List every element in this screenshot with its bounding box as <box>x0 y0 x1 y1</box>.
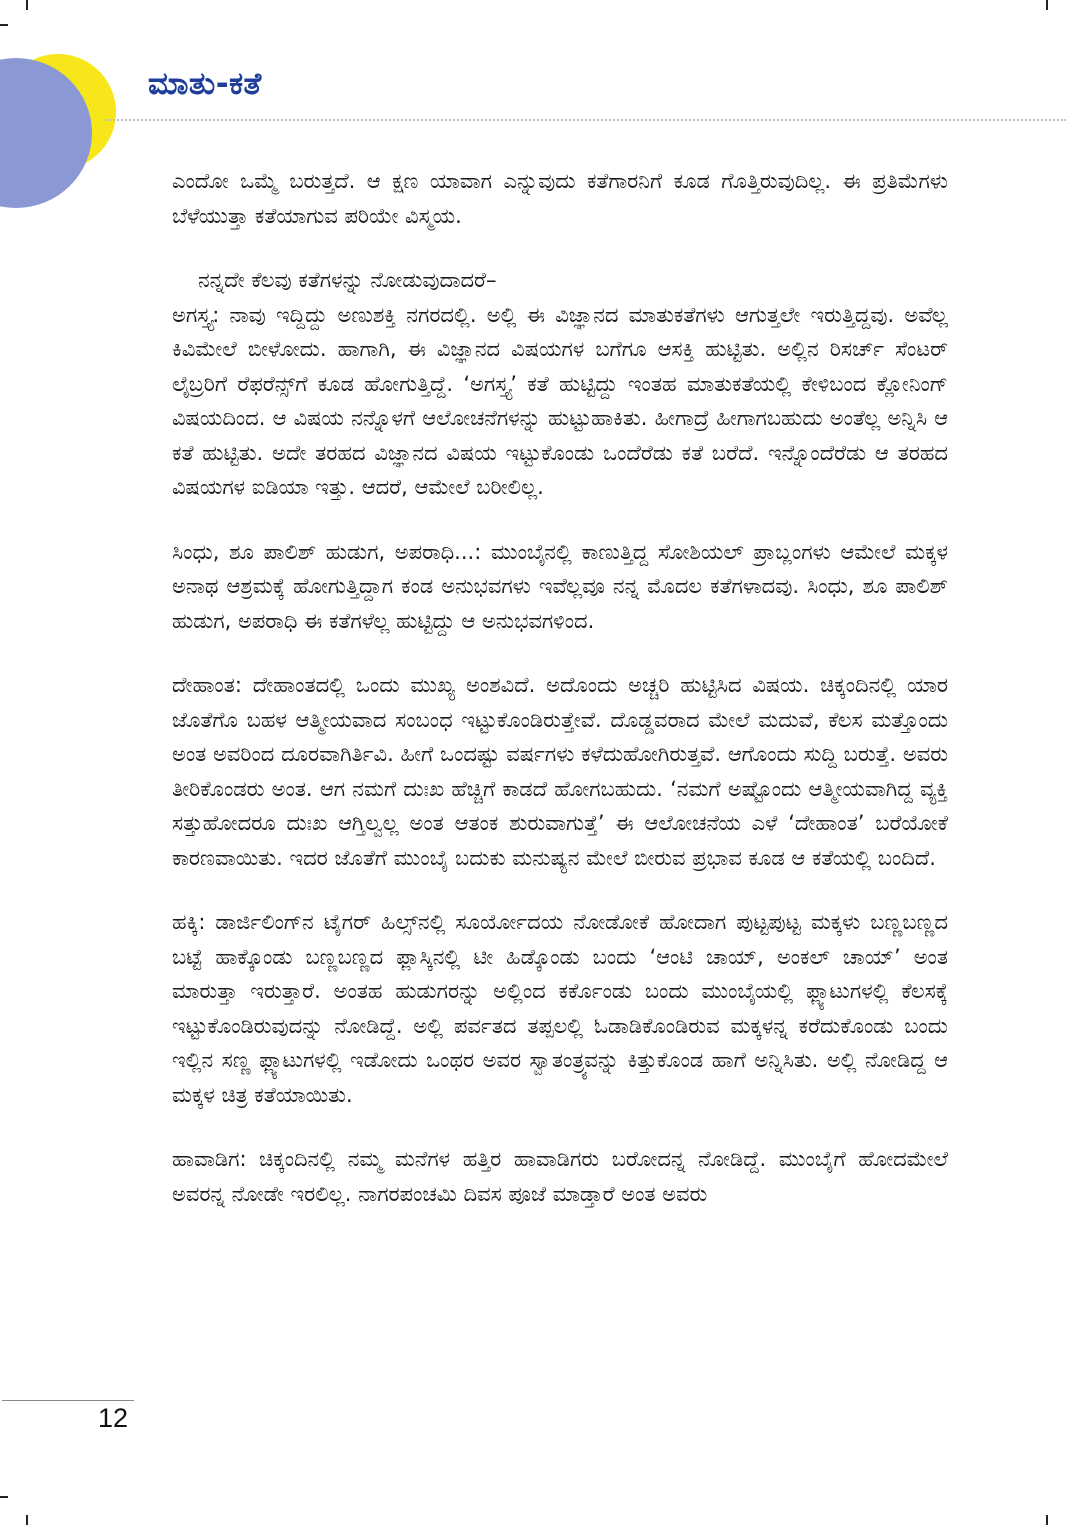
section-title: ಮಾತು-ಕತೆ <box>148 66 262 102</box>
header-dotted-rule <box>106 119 1066 121</box>
paragraph-sindhu: ಸಿಂಧು, ಶೂ ಪಾಲಿಶ್ ಹುಡುಗ, ಅಪರಾಧಿ...: ಮುಂಬೈನಲ್ಲಿ ಕಾಣುತ್ತಿದ್ದ ಸೋಶಿಯಲ್ ಪ್ರಾಬ್ಲಂಗಳು ಆಮೇಲೆ ಮಕ್ಕಳ ಅನಾಥ ಆಶ್ರಮಕ್ಕೆ ಹೋಗುತ್ತಿದ್ದಾಗ ಕಂಡ ಅನುಭವಗಳು ಇವೆಲ್ಲವೂ ನನ್ನ ಮೊದಲ ಕತೆಗಳಾದವು. ಸಿಂಧು, ಶೂ ಪಾಲಿಶ್ ಹುಡುಗ, ಅಪರಾಧಿ ಈ ಕತೆಗಳೆಲ್ಲ ಹುಟ್ಟಿದ್ದು ಆ ಅನುಭವಗಳಿಂದ. <box>172 539 948 633</box>
paragraph-hakki: ಹಕ್ಕಿ: ಡಾರ್ಜಿಲಿಂಗ್‌ನ ಟೈಗರ್ ಹಿಲ್ಸ್‌ನಲ್ಲಿ ಸೂರ್ಯೋದಯ ನೋಡೋಕೆ ಹೋದಾಗ ಪುಟ್ಟಪುಟ್ಟ ಮಕ್ಕಳು ಬಣ್ಣಬಣ್ಣದ ಬಟ್ಟೆ ಹಾಕ್ಕೊಂಡು ಬಣ್ಣಬಣ್ಣದ ಫ್ಲಾಸ್ಕಿನಲ್ಲಿ ಟೀ ಹಿಡ್ಕೊಂಡು ಬಂದು ‘ಆಂಟಿ ಚಾಯ್, ಅಂಕಲ್ ಚಾಯ್’ ಅಂತ ಮಾರುತ್ತಾ ಇರುತ್ತಾರೆ. ಅಂತಹ ಹುಡುಗರನ್ನು ಅಲ್ಲಿಂದ ಕರ್ಕೊಂಡು ಬಂದು ಮುಂಬೈಯಲ್ಲಿ ಫ್ಲ್ಯಾಟುಗಳಲ್ಲಿ ಕೆಲಸಕ್ಕೆ ಇಟ್ಟುಕೊಂಡಿರುವುದನ್ನು ನೋಡಿದ್ದೆ. ಅಲ್ಲಿ ಪರ್ವತದ ತಪ್ಪಲಲ್ಲಿ ಓಡಾಡಿಕೊಂಡಿರುವ ಮಕ್ಕಳನ್ನ ಕರೆದುಕೊಂಡು ಬಂದು ಇಲ್ಲಿನ ಸಣ್ಣ ಫ್ಲ್ಯಾಟುಗಳಲ್ಲಿ ಇಡೋದು ಒಂಥರ ಅವರ ಸ್ವಾತಂತ್ರ್ಯವನ್ನು ಕಿತ್ತುಕೊಂಡ ಹಾಗೆ ಅನ್ನಿಸಿತು. ಅಲ್ಲಿ ನೋಡಿದ್ದ ಆ ಮಕ್ಕಳ ಚಿತ್ರ ಕತೆಯಾಯಿತು. <box>172 910 948 1107</box>
crop-mark-left-upper <box>0 24 8 26</box>
crop-mark-top-right <box>1046 0 1048 10</box>
paragraph-havadiga: ಹಾವಾಡಿಗ: ಚಿಕ್ಕಂದಿನಲ್ಲಿ ನಮ್ಮ ಮನೆಗಳ ಹತ್ತಿರ ಹಾವಾಡಿಗರು ಬರೋದನ್ನ ನೋಡಿದ್ದೆ. ಮುಂಬೈಗೆ ಹೋದಮೇಲೆ ಅವರನ್ನ ನೋಡೇ ಇರಲಿಲ್ಲ. ನಾಗರಪಂಚಮಿ ದಿವಸ ಪೂಜೆ ಮಾಡ್ತಾರೆ ಅಂತ ಅವರು <box>172 1147 948 1206</box>
paragraph-lead-in: ನನ್ನದೇ ಕೆಲವು ಕತೆಗಳನ್ನು ನೋಡುವುದಾದರೆ– <box>198 268 497 292</box>
crop-mark-top-left <box>26 0 28 10</box>
footer-rule <box>2 1400 134 1401</box>
paragraph-agastya: ಅಗಸ್ತ್ಯ: ನಾವು ಇದ್ದಿದ್ದು ಅಣುಶಕ್ತಿ ನಗರದಲ್ಲಿ. ಅಲ್ಲಿ ಈ ವಿಜ್ಞಾನದ ಮಾತುಕತೆಗಳು ಆಗುತ್ತಲೇ ಇರುತ್ತಿದ್ದವು. ಅವೆಲ್ಲ ಕಿವಿಮೇಲೆ ಬೀಳೋದು. ಹಾಗಾಗಿ, ಈ ವಿಜ್ಞಾನದ ವಿಷಯಗಳ ಬಗೆಗೂ ಆಸಕ್ತಿ ಹುಟ್ಟಿತು. ಅಲ್ಲಿನ ರಿಸರ್ಚ್ ಸೆಂಟರ್ ಲೈಬ್ರರಿಗೆ ರೆಫರೆನ್ಸ್‌ಗೆ ಕೂಡ ಹೋಗುತ್ತಿದ್ದೆ. ‘ಅಗಸ್ತ್ಯ’ ಕತೆ ಹುಟ್ಟಿದ್ದು ಇಂತಹ ಮಾತುಕತೆಯಲ್ಲಿ ಕೇಳಿಬಂದ ಕ್ಲೋನಿಂಗ್ ವಿಷಯದಿಂದ. ಆ ವಿಷಯ ನನ್ನೊಳಗೆ ಆಲೋಚನೆಗಳನ್ನು ಹುಟ್ಟುಹಾಕಿತು. ಹೀಗಾದ್ರೆ ಹೀಗಾಗಬಹುದು ಅಂತೆಲ್ಲ ಅನ್ನಿಸಿ ಆ ಕತೆ ಹುಟ್ಟಿತು. ಅದೇ ತರಹದ ವಿಜ್ಞಾನದ ವಿಷಯ ಇಟ್ಟುಕೊಂಡು ಒಂದೆರೆಡು ಕತೆ ಬರೆದೆ. ಇನ್ನೊಂದೆರೆಡು ಆ ತರಹದ ವಿಷಯಗಳ ಐಡಿಯಾ ಇತ್ತು. ಆದರೆ, ಆಮೇಲೆ ಬರೀಲಿಲ್ಲ. <box>172 302 948 499</box>
paragraph-dehanta: ದೇಹಾಂತ: ದೇಹಾಂತದಲ್ಲಿ ಒಂದು ಮುಖ್ಯ ಅಂಶವಿದೆ. ಅದೊಂದು ಅಚ್ಚರಿ ಹುಟ್ಟಿಸಿದ ವಿಷಯ. ಚಿಕ್ಕಂದಿನಲ್ಲಿ ಯಾರ ಜೊತೆಗೊ ಬಹಳ ಆತ್ಮೀಯವಾದ ಸಂಬಂಧ ಇಟ್ಟುಕೊಂಡಿರುತ್ತೇವೆ. ದೊಡ್ಡವರಾದ ಮೇಲೆ ಮದುವೆ, ಕೆಲಸ ಮತ್ತೊಂದು ಅಂತ ಅವರಿಂದ ದೂರವಾಗಿರ್ತಿವಿ. ಹೀಗೆ ಒಂದಷ್ಟು ವರ್ಷಗಳು ಕಳೆದುಹೋಗಿರುತ್ತವೆ. ಆಗೊಂದು ಸುದ್ದಿ ಬರುತ್ತೆ. ಅವರು ತೀರಿಕೊಂಡರು ಅಂತ. ಆಗ ನಮಗೆ ದುಃಖ ಹೆಚ್ಚಿಗೆ ಕಾಡದೆ ಹೋಗಬಹುದು. ‘ನಮಗೆ ಅಷ್ಟೊಂದು ಆತ್ಮೀಯವಾಗಿದ್ದ ವ್ಯಕ್ತಿ ಸತ್ತುಹೋದರೂ ದುಃಖ ಆಗ್ತಿಲ್ವಲ್ಲ ಅಂತ ಆತಂಕ ಶುರುವಾಗುತ್ತೆ’ ಈ ಆಲೋಚನೆಯ ಎಳೆ ‘ದೇಹಾಂತ’ ಬರೆಯೋಕೆ ಕಾರಣವಾಯಿತು. ಇದರ ಜೊತೆಗೆ ಮುಂಬೈ ಬದುಕು ಮನುಷ್ಯನ ಮೇಲೆ ಬೀರುವ ಪ್ರಭಾವ ಕೂಡ ಆ ಕತೆಯಲ್ಲಿ ಬಂದಿದೆ. <box>172 673 948 870</box>
page-number: 12 <box>98 1403 129 1433</box>
paragraph-intro: ಎಂದೋ ಒಮ್ಮೆ ಬರುತ್ತದೆ. ಆ ಕ್ಷಣ ಯಾವಾಗ ಎನ್ನುವುದು ಕತೆಗಾರನಿಗೆ ಕೂಡ ಗೊತ್ತಿರುವುದಿಲ್ಲ. ಈ ಪ್ರತಿಮೆಗಳು ಬೆಳೆಯುತ್ತಾ ಕತೆಯಾಗುವ ಪರಿಯೇ ವಿಸ್ಮಯ. <box>172 169 948 228</box>
crop-mark-left-lower <box>0 1496 8 1498</box>
crop-mark-bottom-right <box>1046 1515 1048 1525</box>
crop-mark-bottom-left <box>26 1515 28 1525</box>
article-body <box>172 164 948 1241</box>
